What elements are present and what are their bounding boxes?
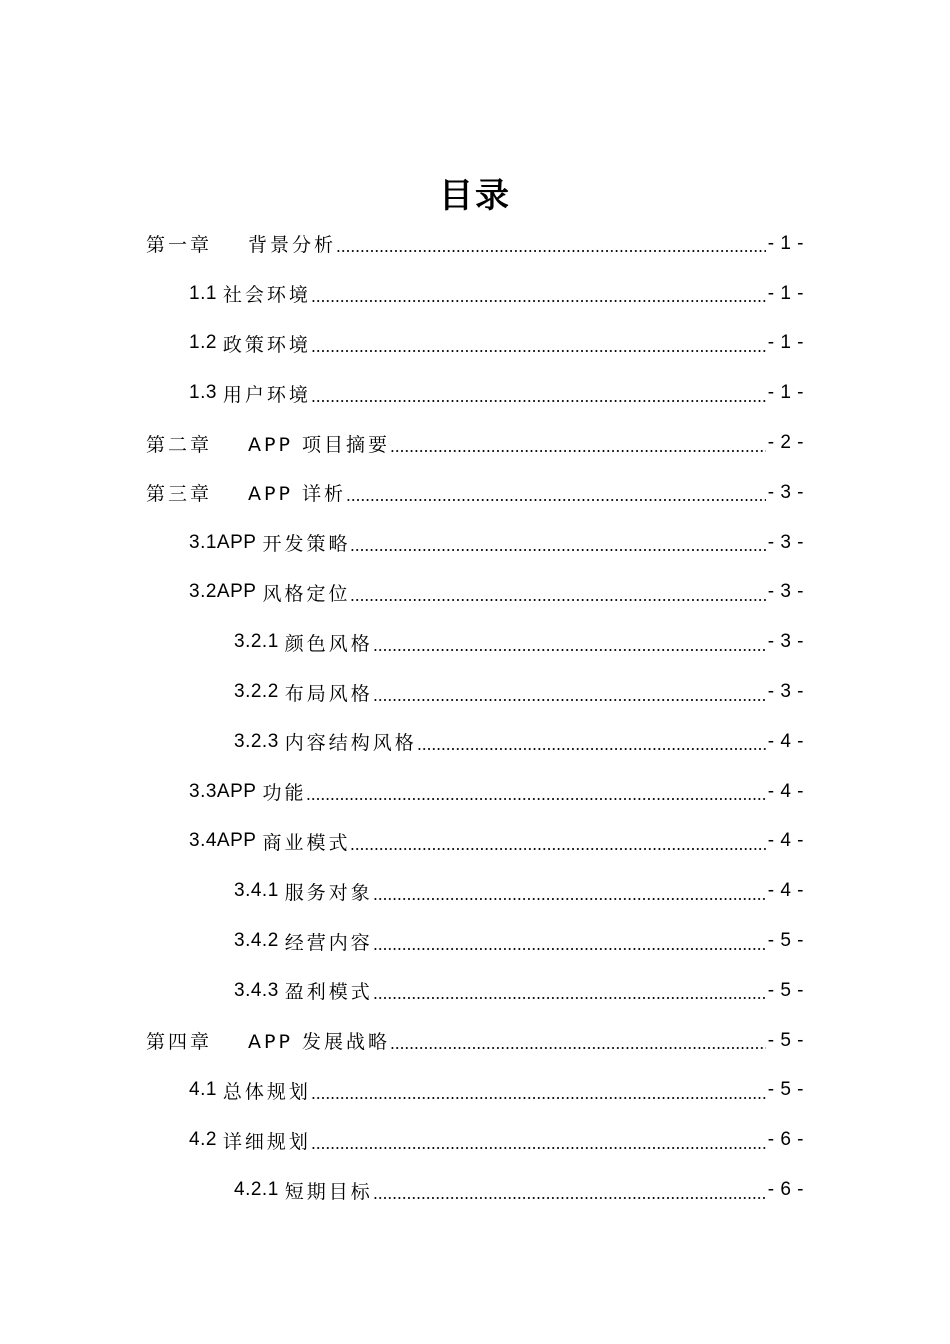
toc-dot-leader [311,384,766,403]
toc-entry-page-number: - 4 - [767,780,804,802]
toc-entry-number: 3.2.1 [234,631,279,653]
toc-entry-number: 3.4.3 [234,979,279,1001]
toc-dot-leader [311,334,766,353]
toc-entry-page-number: - 1 - [767,382,804,404]
toc-entry-title: 短期目标 [284,1180,373,1203]
toc-entry-number: 3.2APP [189,581,257,603]
toc-dot-leader [350,832,765,851]
toc-entry-number: 3.2.3 [234,730,279,752]
toc-entry-page-number: - 1 - [767,282,804,304]
toc-dot-leader [417,732,766,751]
toc-entry[interactable] [0,1066,950,1116]
toc-entry-title: 背景分析 [248,234,337,257]
toc-dot-leader [373,1181,766,1200]
toc-entry[interactable] [0,767,950,817]
toc-dot-leader [373,882,766,901]
toc-entry-number: 1.1 [189,282,217,304]
toc-entry-number: 4.2 [189,1129,217,1151]
toc-entry[interactable] [0,269,950,319]
toc-dot-leader [373,633,766,652]
page-title: 目录 [439,176,511,216]
toc-entry-number: 3.1APP [189,531,257,553]
toc-entry-number: 4.1 [189,1079,217,1101]
toc-dot-leader [306,782,765,801]
toc-dot-leader [311,1131,766,1150]
toc-entry-title: 布局风格 [284,682,373,705]
toc-entry-page-number: - 5 - [767,1079,804,1101]
toc-entry-title: 社会环境 [222,284,311,307]
toc-dot-leader [373,683,766,702]
toc-entry[interactable] [0,717,950,767]
toc-entry-title: APP 详析 [248,483,346,506]
toc-entry-number: 3.4.1 [234,880,279,902]
toc-entry-number: 第三章 [146,483,213,506]
toc-entry[interactable] [0,468,950,518]
toc-entry[interactable] [0,418,950,468]
toc-entry[interactable] [0,966,950,1016]
toc-entry-page-number: - 2 - [767,432,804,454]
toc-entry[interactable] [0,518,950,568]
toc-entry-page-number: - 3 - [767,681,804,703]
toc-entry[interactable] [0,866,950,916]
toc-entry-number: 3.4APP [189,830,257,852]
toc-entry-page-number: - 6 - [767,1129,804,1151]
toc-entry-title: 总体规划 [222,1080,311,1103]
toc-dot-leader [346,483,766,502]
toc-dot-leader [390,1031,766,1050]
toc-entry-title: 内容结构风格 [284,732,417,755]
toc-dot-leader [336,234,766,253]
toc-entry-page-number: - 4 - [767,880,804,902]
toc-entry-page-number: - 1 - [767,332,804,354]
toc-entry-number: 第四章 [146,1031,213,1054]
toc-dot-leader [350,583,765,602]
toc-entry[interactable] [0,667,950,717]
toc-entry-page-number: - 5 - [767,930,804,952]
toc-entry-page-number: - 3 - [767,531,804,553]
toc-entry[interactable] [0,319,950,369]
toc-entry-title: 颜色风格 [284,632,373,655]
toc-entry-page-number: - 1 - [767,232,804,254]
toc-entry[interactable] [0,219,950,269]
toc-dot-leader [350,533,765,552]
toc-entry-number: 第二章 [146,433,213,456]
table-of-contents [0,219,950,1215]
toc-entry-page-number: - 5 - [767,1029,804,1051]
toc-dot-leader [311,284,766,303]
toc-entry[interactable] [0,368,950,418]
toc-entry-title: 开发策略 [262,533,351,556]
toc-entry[interactable] [0,1165,950,1215]
toc-entry-number: 1.2 [189,332,217,354]
toc-entry-title: 盈利模式 [284,981,373,1004]
toc-entry-title: APP 发展战略 [248,1031,390,1054]
toc-entry-title: APP 项目摘要 [248,433,390,456]
toc-entry[interactable] [0,1016,950,1066]
toc-entry-number: 3.3APP [189,780,257,802]
toc-entry-page-number: - 3 - [767,581,804,603]
toc-entry-title: 商业模式 [262,831,351,854]
toc-entry[interactable] [0,1115,950,1165]
toc-entry-number: 1.3 [189,382,217,404]
toc-entry-title: 风格定位 [262,582,351,605]
toc-dot-leader [311,1081,766,1100]
toc-entry-title: 功能 [262,782,307,805]
toc-entry-title: 详细规划 [222,1130,311,1153]
toc-entry-title: 经营内容 [284,931,373,954]
toc-entry-number: 3.4.2 [234,930,279,952]
toc-dot-leader [373,932,766,951]
toc-entry[interactable] [0,916,950,966]
toc-entry-page-number: - 3 - [767,631,804,653]
toc-entry-number: 第一章 [146,234,213,257]
toc-entry-title: 用户环境 [222,383,311,406]
toc-entry-page-number: - 6 - [767,1179,804,1201]
toc-entry-title: 政策环境 [222,333,311,356]
toc-entry-number: 4.2.1 [234,1179,279,1201]
toc-entry-page-number: - 4 - [767,830,804,852]
toc-entry-number: 3.2.2 [234,681,279,703]
toc-dot-leader [373,981,766,1000]
toc-entry-page-number: - 3 - [767,481,804,503]
toc-entry[interactable] [0,568,950,618]
toc-entry[interactable] [0,817,950,867]
toc-dot-leader [390,434,766,453]
toc-entry[interactable] [0,617,950,667]
toc-entry-title: 服务对象 [284,881,373,904]
toc-entry-page-number: - 5 - [767,979,804,1001]
toc-entry-page-number: - 4 - [767,730,804,752]
